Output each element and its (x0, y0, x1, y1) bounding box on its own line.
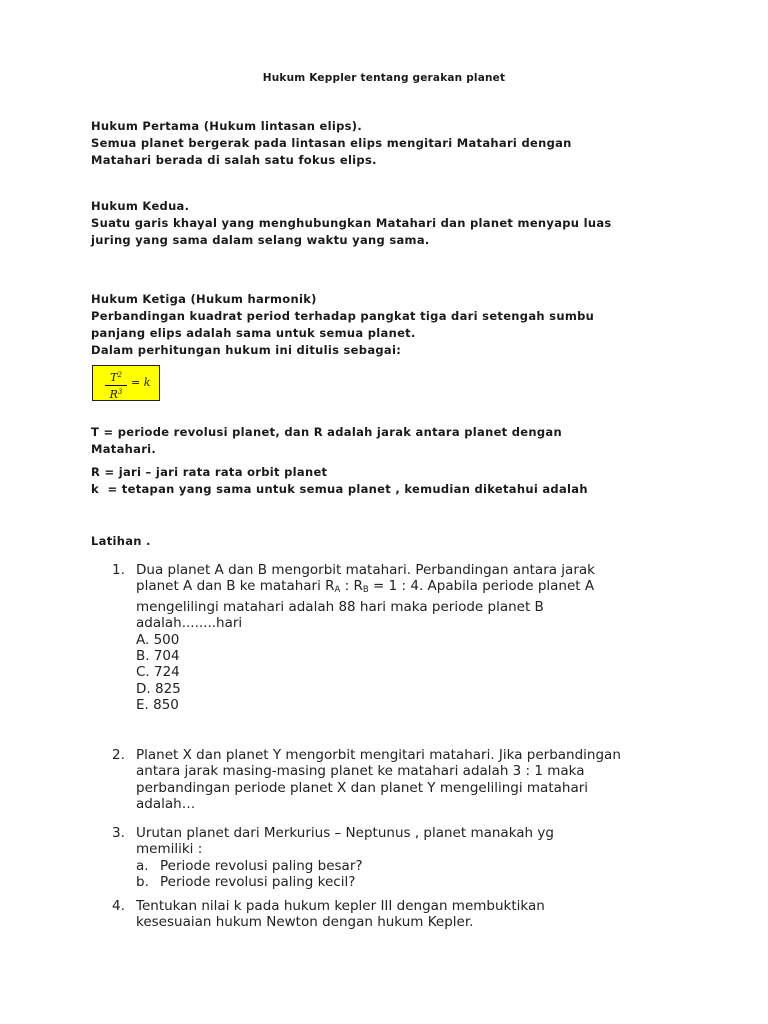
question-line: memiliki : (136, 841, 203, 858)
sub-item (136, 874, 554, 890)
answer-option: C. 724 (136, 664, 180, 681)
question-line: perbandingan periode planet X dan planet Y mengelilingi matahari (136, 779, 589, 796)
subscript-b: B (362, 585, 369, 596)
question-line: Tentukan nilai k pada hukum kepler III dengan membuktikan (136, 898, 545, 914)
formula-fraction (105, 369, 127, 401)
law3-heading: Hukum Ketiga (Hukum harmonik) (91, 292, 317, 306)
question-body (136, 562, 595, 714)
question-line: Urutan planet dari Merkurius – Neptunus , planet manakah yg (136, 825, 554, 841)
question-line: antara jarak masing-masing planet ke matahari adalah 3 : 1 maka (136, 763, 585, 780)
law2-heading: Hukum Kedua. (91, 199, 190, 213)
t-definition-line: Matahari. (91, 442, 157, 456)
question-text: planet A dan B ke matahari R (136, 578, 335, 595)
formula-num-base: T (110, 371, 118, 384)
question-text: = 1 : 4. Apabila periode planet A (368, 578, 595, 595)
question-line: kesesuaian hukum Newton dengan hukum Kepler. (136, 914, 474, 931)
answer-option: D. 825 (136, 680, 181, 697)
answer-option: A. 500 (136, 631, 180, 648)
question-number: 3. (112, 825, 125, 841)
law1-line: Matahari berada di salah satu fokus elips. (91, 153, 377, 167)
sub-item-letter: b. (136, 874, 149, 891)
law3-line: Perbandingan kuadrat period terhadap pangkat tiga dari setengah sumbu (91, 309, 595, 323)
question-line: Dua planet A dan B mengorbit matahari. Perbandingan antara jarak (136, 562, 595, 578)
latihan-heading: Latihan . (91, 534, 151, 548)
law2-section (91, 198, 651, 249)
question-body (136, 898, 545, 931)
question-line: adalah........hari (136, 615, 243, 632)
rk-definitions (91, 464, 651, 498)
question-number: 4. (112, 898, 125, 914)
formula-den-base: R (109, 388, 118, 401)
law1-section (91, 118, 651, 169)
question-text: : R (340, 578, 363, 595)
question-body (136, 825, 554, 891)
subscript-a: A (334, 585, 341, 596)
sub-item-text: Periode revolusi paling kecil? (160, 874, 356, 891)
question-line: mengelilingi matahari adalah 88 hari maka periode planet B (136, 598, 544, 615)
law2-line: juring yang sama dalam selang waktu yang sama. (91, 233, 430, 247)
question-number: 2. (112, 747, 125, 763)
question-line: adalah… (136, 796, 196, 813)
answer-option: B. 704 (136, 648, 180, 665)
r-definition: R = jari – jari rata rata orbit planet (91, 465, 328, 479)
formula-rhs: = k (131, 376, 151, 389)
law2-line: Suatu garis khayal yang menghubungkan Matahari dan planet menyapu luas (91, 216, 612, 230)
question-line (136, 578, 595, 598)
question-line: Planet X dan planet Y mengorbit mengitari matahari. Jika perbandingan (136, 747, 621, 763)
law3-line: panjang elips adalah sama untuk semua planet. (91, 326, 416, 340)
document-title: Hukum Keppler tentang gerakan planet (262, 72, 506, 84)
law1-line: Semua planet bergerak pada lintasan elips mengitari Matahari dengan (91, 136, 572, 150)
formula-num-exp: 2 (117, 371, 122, 379)
law3-section (91, 291, 651, 359)
formula-box (92, 365, 160, 401)
sub-item-text: Periode revolusi paling besar? (160, 857, 363, 874)
law3-line: Dalam perhitungan hukum ini ditulis sebagai: (91, 343, 402, 357)
question-body (136, 747, 621, 813)
formula-den-exp: 3 (117, 388, 123, 396)
law1-heading: Hukum Pertama (Hukum lintasan elips). (91, 119, 363, 133)
question-number: 1. (112, 562, 125, 578)
t-definition (91, 424, 651, 458)
k-definition: k = tetapan yang sama untuk semua planet , kemudian diketahui adalah (91, 482, 588, 496)
t-definition-line: T = periode revolusi planet, dan R adalah jarak antara planet dengan (91, 425, 562, 439)
sub-item-letter: a. (136, 857, 149, 874)
sub-item (136, 858, 554, 874)
answer-option: E. 850 (136, 697, 179, 714)
